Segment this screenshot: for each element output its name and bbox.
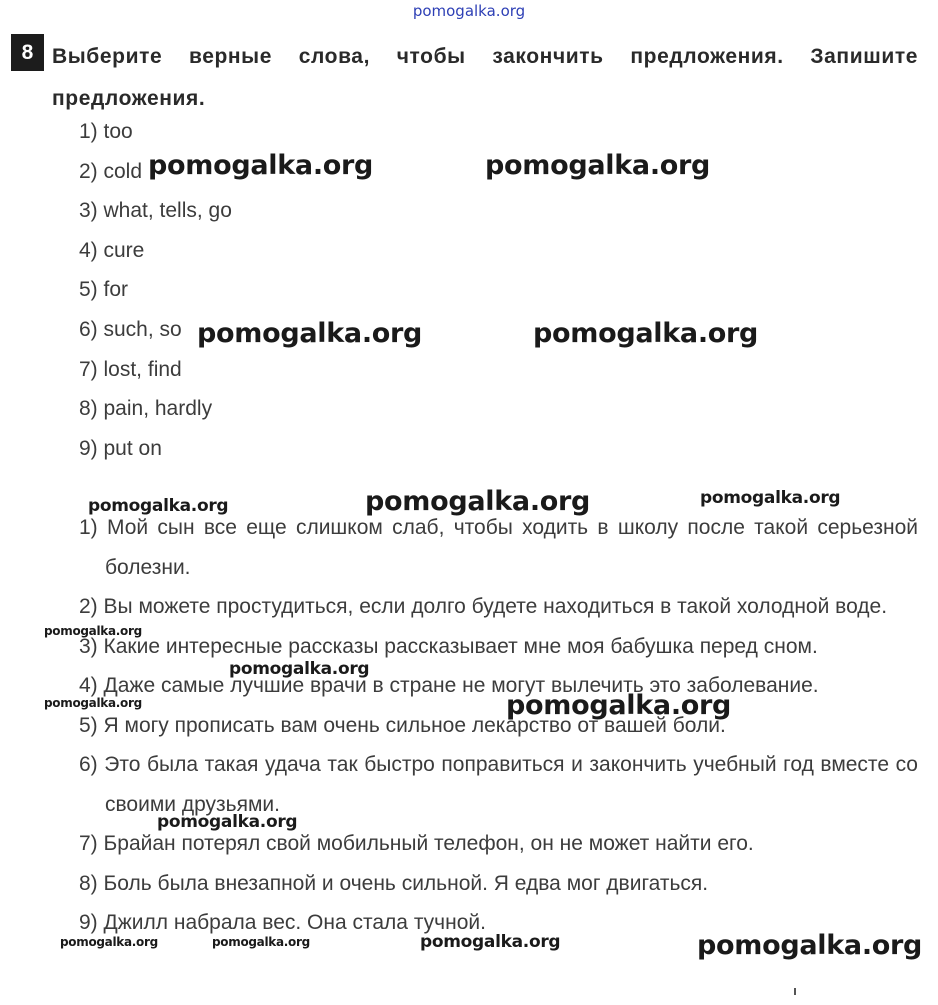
watermark: pomogalka.org (506, 690, 732, 721)
sentence-item: 4) Даже самые лучшие врачи в стране не могут вылечить это заболевание. (79, 674, 819, 697)
watermark: pomogalka.org (148, 150, 374, 181)
task-instruction: Выберите верные слова, чтобы закончить предложения. Запишите предложения. (52, 45, 918, 110)
answer-item: 7) lost, find (79, 357, 182, 381)
watermark: pomogalka.org (365, 486, 591, 517)
task-number-badge: 8 (11, 34, 44, 71)
watermark: pomogalka.org (485, 150, 711, 181)
answer-item: 5) for (79, 278, 129, 302)
sentence-item: 6) Это была такая удача так быстро поправиться и закончить учебный год вместе со своими друзьями. (79, 753, 918, 816)
watermark: pomogalka.org (212, 935, 310, 949)
watermark: pomogalka.org (420, 932, 561, 952)
answer-item: 6) such, so (79, 317, 182, 341)
sentence-item: 3) Какие интересные рассказы рассказывает мне моя бабушка перед сном. (79, 634, 818, 658)
watermark: pomogalka.org (44, 624, 142, 638)
watermark: pomogalka.org (533, 318, 759, 349)
sentence-item: 7) Брайан потерял свой мобильный телефон, он не может найти его. (79, 832, 754, 855)
watermark: pomogalka.org (697, 930, 923, 961)
sentence-item: 8) Боль была внезапной и очень сильной. Я едва мог двигаться. (79, 871, 709, 895)
sentence-item: 9) Джилл набрала вес. Она стала тучной. (79, 911, 486, 934)
sentence-item: 1) Мой сын все еще слишком слаб, чтобы ходить в школу после такой серьезной болезни. (79, 516, 918, 579)
answer-item: 2) cold (79, 159, 143, 183)
answer-item: 9) put on (79, 436, 162, 460)
answer-item: 1) too (79, 120, 133, 143)
answer-item: 8) pain, hardly (79, 397, 213, 421)
answer-item: 3) what, tells, go (79, 199, 232, 223)
watermark: pomogalka.org (60, 935, 158, 949)
watermark: pomogalka.org (88, 496, 229, 516)
watermark: pomogalka.org (157, 812, 298, 832)
watermark: pomogalka.org (229, 659, 370, 679)
sentence-item: 2) Вы можете простудиться, если долго будете находиться в такой холодной воде. (79, 595, 888, 618)
edge-mark (794, 988, 796, 995)
watermark: pomogalka.org (700, 488, 841, 508)
answer-item: 4) cure (79, 238, 145, 262)
header-watermark: pomogalka.org (412, 2, 526, 20)
watermark: pomogalka.org (44, 696, 142, 710)
watermark: pomogalka.org (197, 318, 423, 349)
sentences-list (79, 508, 918, 943)
sentence-item: 5) Я могу прописать вам очень сильное лекарство от вашей боли. (79, 713, 726, 737)
